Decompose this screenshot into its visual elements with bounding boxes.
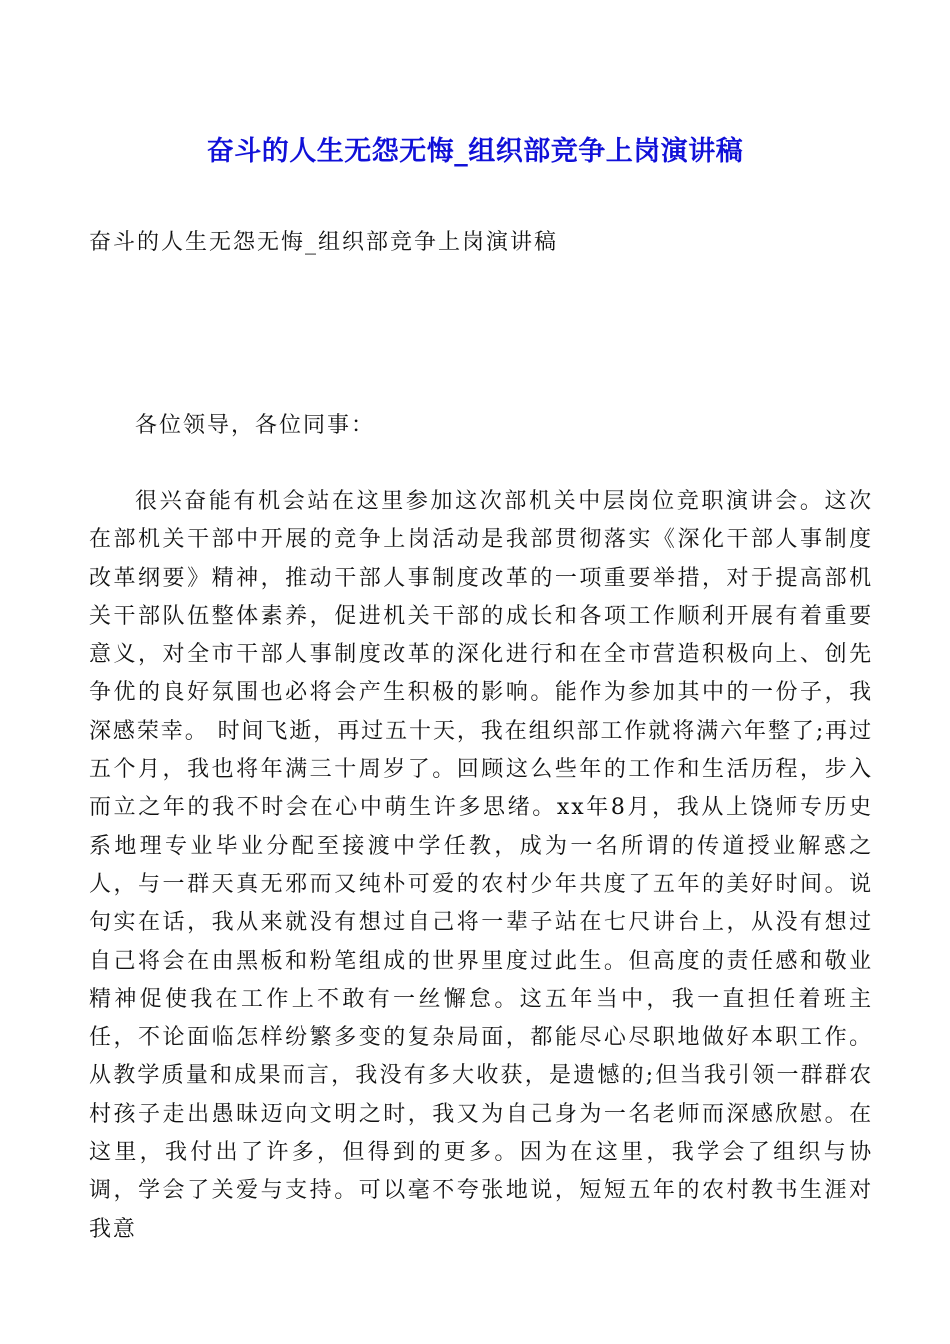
document-title: 奋斗的人生无怨无悔_组织部竞争上岗演讲稿 xyxy=(206,136,744,167)
document-subtitle: 奋斗的人生无怨无悔_组织部竞争上岗演讲稿 xyxy=(89,230,559,255)
body-paragraph: 很兴奋能有机会站在这里参加这次部机关中层岗位竞职演讲会。这次在部机关干部中开展的竞争上岗活动是我部贯彻落实《深化干部人事制度改革纲要》精神，推动干部人事制度改革的一项重要举措，对于提高部机关干部队伍整体素养，促进机关干部的成长和各项工作顺利开展有着重要意义，对全市干部人事制度改革的深化进行和在全市营造积极向上、创先争优的良好氛围也必将会产生积极的影响。能作为参加其中的一份子，我深感荣幸。 时间飞逝，再过五十天，我在组织部工作就将满六年整了;再过五个月，我也将年满三十周岁了。回顾这么些年的工作和生活历程，步入而立之年的我不时会在心中萌生许多思绪。xx年8月，我从上饶师专历史系地理专业毕业分配至接渡中学任教，成为一名所谓的传道授业解惑之人，与一群天真无邪而又纯朴可爱的农村少年共度了五年的美好时间。说句实在话，我从来就没有想过自己将一辈子站在七尺讲台上，从没有想过自己将会在由黑板和粉笔组成的世界里度过此生。但高度的责任感和敬业精神促使我在工作上不敢有一丝懈怠。这五年当中，我一直担任着班主任，不论面临怎样纷繁多变的复杂局面，都能尽心尽职地做好本职工作。从教学质量和成果而言，我没有多大收获，是遗憾的;但当我引领一群群农村孩子走出愚昧迈向文明之时，我又为自己身为一名老师而深感欣慰。在这里，我付出了许多，但得到的更多。因为在这里，我学会了组织与协调，学会了关爱与支持。可以毫不夸张地说，短短五年的农村教书生涯对我意 xyxy=(89,489,873,1242)
salutation: 各位领导，各位同事： xyxy=(135,413,376,438)
